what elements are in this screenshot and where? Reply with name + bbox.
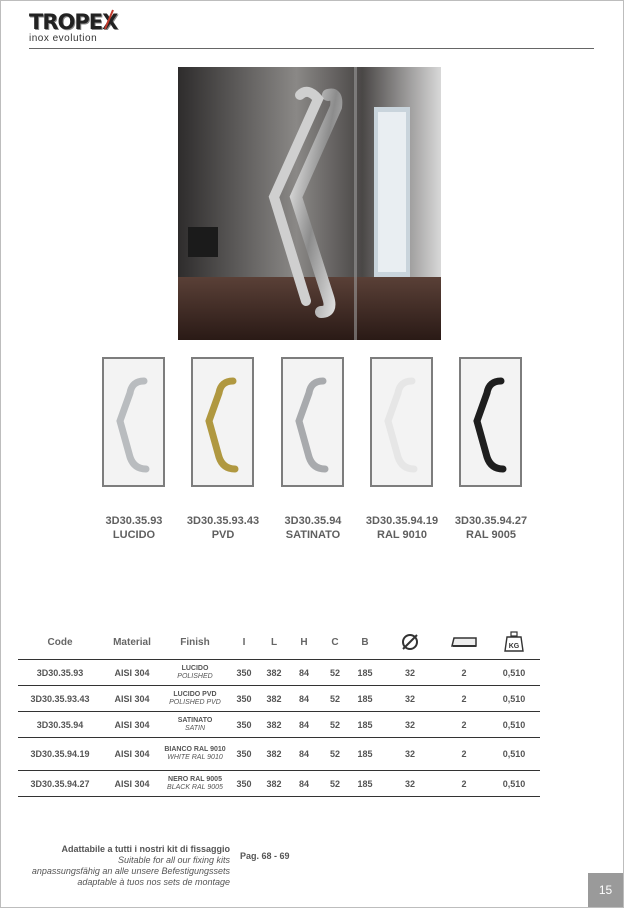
cell-diameter: 32 bbox=[380, 738, 440, 771]
header-code: Code bbox=[47, 636, 73, 648]
page-number: 15 bbox=[588, 873, 623, 907]
cell-h: 84 bbox=[288, 771, 320, 797]
cell-code: 3D30.35.93.43 bbox=[18, 686, 102, 712]
cell-material: AISI 304 bbox=[102, 686, 162, 712]
finish-en: WHITE RAL 9010 bbox=[167, 754, 223, 761]
cell-l: 382 bbox=[260, 660, 288, 686]
finish-thumbnails bbox=[1, 357, 624, 492]
cell-h: 84 bbox=[288, 660, 320, 686]
finish-it: NERO RAL 9005 bbox=[168, 775, 222, 783]
note-english: Suitable for all our fixing kits bbox=[117, 855, 230, 865]
thumbnail-ral-9010 bbox=[370, 357, 433, 487]
cell-thickness: 2 bbox=[440, 660, 488, 686]
cell-h: 84 bbox=[288, 712, 320, 738]
finish-it: SATINATO bbox=[177, 716, 213, 724]
cell-c: 52 bbox=[320, 686, 350, 712]
product-label bbox=[84, 514, 184, 542]
note-german: anpassungsfähig an alle unsere Befestigungssets bbox=[31, 866, 230, 876]
logo-wordmark: TROPEX bbox=[29, 10, 118, 34]
cell-l: 382 bbox=[260, 738, 288, 771]
finish-it: BIANCO RAL 9010 bbox=[164, 746, 226, 753]
finish-en: POLISHED bbox=[177, 672, 213, 680]
thumbnail-pvd bbox=[191, 357, 254, 487]
note-french: adaptable à tuos nos sets de montage bbox=[77, 877, 230, 887]
cell-h: 84 bbox=[288, 686, 320, 712]
cell-finish bbox=[162, 660, 228, 686]
cell-thickness: 2 bbox=[440, 738, 488, 771]
cell-l: 382 bbox=[260, 712, 288, 738]
finish-en: BLACK RAL 9005 bbox=[167, 783, 223, 791]
product-label bbox=[441, 514, 541, 542]
logo-tagline: inox evolution bbox=[29, 33, 98, 44]
product-code: 3D30.35.93.43 bbox=[186, 515, 260, 527]
product-finish: RAL 9010 bbox=[377, 529, 427, 541]
product-code: 3D30.35.94.19 bbox=[365, 515, 439, 527]
specifications-table bbox=[18, 625, 602, 797]
product-finish: PVD bbox=[211, 529, 235, 541]
cell-h: 84 bbox=[288, 738, 320, 771]
cell-thickness: 2 bbox=[440, 712, 488, 738]
cell-weight: 0,510 bbox=[488, 660, 540, 686]
weight-kg-label: KG bbox=[508, 643, 520, 650]
cell-weight: 0,510 bbox=[488, 771, 540, 797]
cell-i: 350 bbox=[228, 771, 260, 797]
thumbnail-lucido bbox=[102, 357, 165, 487]
finish-it: LUCIDO PVD bbox=[173, 690, 217, 698]
cell-material: AISI 304 bbox=[102, 738, 162, 771]
product-code: 3D30.35.93 bbox=[105, 515, 163, 527]
cell-c: 52 bbox=[320, 738, 350, 771]
cell-c: 52 bbox=[320, 660, 350, 686]
header-l: L bbox=[270, 636, 278, 648]
cell-i: 350 bbox=[228, 686, 260, 712]
header-h: H bbox=[300, 636, 308, 648]
product-finish: SATINATO bbox=[285, 529, 341, 541]
glass-thickness-icon bbox=[440, 625, 488, 660]
fixing-kits-note bbox=[17, 844, 230, 888]
product-label bbox=[263, 514, 363, 542]
cell-weight: 0,510 bbox=[488, 738, 540, 771]
header-finish: Finish bbox=[180, 636, 210, 648]
cell-l: 382 bbox=[260, 686, 288, 712]
header-c: C bbox=[331, 636, 339, 648]
cell-b: 185 bbox=[350, 712, 380, 738]
cell-diameter: 32 bbox=[380, 660, 440, 686]
cell-b: 185 bbox=[350, 738, 380, 771]
cell-material: AISI 304 bbox=[102, 712, 162, 738]
product-code: 3D30.35.94 bbox=[284, 515, 342, 527]
cell-i: 350 bbox=[228, 712, 260, 738]
finish-en: SATIN bbox=[184, 724, 206, 732]
logo-swoosh-icon bbox=[102, 9, 114, 31]
cell-code: 3D30.35.94.19 bbox=[18, 738, 102, 771]
cell-diameter: 32 bbox=[380, 686, 440, 712]
cell-b: 185 bbox=[350, 660, 380, 686]
cell-finish bbox=[162, 738, 228, 771]
product-finish: RAL 9005 bbox=[466, 529, 516, 541]
weight-kg-icon bbox=[488, 625, 540, 660]
cell-code: 3D30.35.93 bbox=[18, 660, 102, 686]
cell-thickness: 2 bbox=[440, 771, 488, 797]
cell-weight: 0,510 bbox=[488, 712, 540, 738]
cell-code: 3D30.35.94.27 bbox=[18, 771, 102, 797]
cell-diameter: 32 bbox=[380, 712, 440, 738]
cell-code: 3D30.35.94 bbox=[18, 712, 102, 738]
hero-photo bbox=[178, 67, 441, 340]
cell-c: 52 bbox=[320, 712, 350, 738]
header-divider bbox=[29, 48, 594, 49]
cell-thickness: 2 bbox=[440, 686, 488, 712]
cell-finish bbox=[162, 686, 228, 712]
header-material: Material bbox=[113, 636, 151, 648]
tropex-logo bbox=[29, 11, 117, 44]
table-row bbox=[18, 712, 602, 738]
table-row bbox=[18, 686, 602, 712]
cell-l: 382 bbox=[260, 771, 288, 797]
cell-finish bbox=[162, 771, 228, 797]
page-reference: Pag. 68 - 69 bbox=[240, 851, 290, 861]
table-row bbox=[18, 771, 602, 797]
cell-material: AISI 304 bbox=[102, 771, 162, 797]
thumbnail-ral-9005 bbox=[459, 357, 522, 487]
table-header-row bbox=[18, 625, 602, 660]
finish-en: POLISHED PVD bbox=[169, 698, 221, 706]
cell-c: 52 bbox=[320, 771, 350, 797]
note-italian: Adattabile a tutti i nostri kit di fissaggio bbox=[61, 844, 230, 854]
finish-it: LUCIDO bbox=[181, 664, 209, 672]
header-i: I bbox=[242, 636, 246, 648]
header-b: B bbox=[361, 636, 369, 648]
table-row bbox=[18, 738, 602, 771]
cell-material: AISI 304 bbox=[102, 660, 162, 686]
cell-finish bbox=[162, 712, 228, 738]
cell-weight: 0,510 bbox=[488, 686, 540, 712]
cell-b: 185 bbox=[350, 771, 380, 797]
table-row bbox=[18, 660, 602, 686]
product-label bbox=[352, 514, 452, 542]
cell-diameter: 32 bbox=[380, 771, 440, 797]
cell-b: 185 bbox=[350, 686, 380, 712]
product-finish: LUCIDO bbox=[112, 529, 156, 541]
cell-i: 350 bbox=[228, 738, 260, 771]
product-code: 3D30.35.94.27 bbox=[454, 515, 528, 527]
thumbnail-satinato bbox=[281, 357, 344, 487]
cell-i: 350 bbox=[228, 660, 260, 686]
diameter-icon bbox=[380, 625, 440, 660]
product-label bbox=[173, 514, 273, 542]
